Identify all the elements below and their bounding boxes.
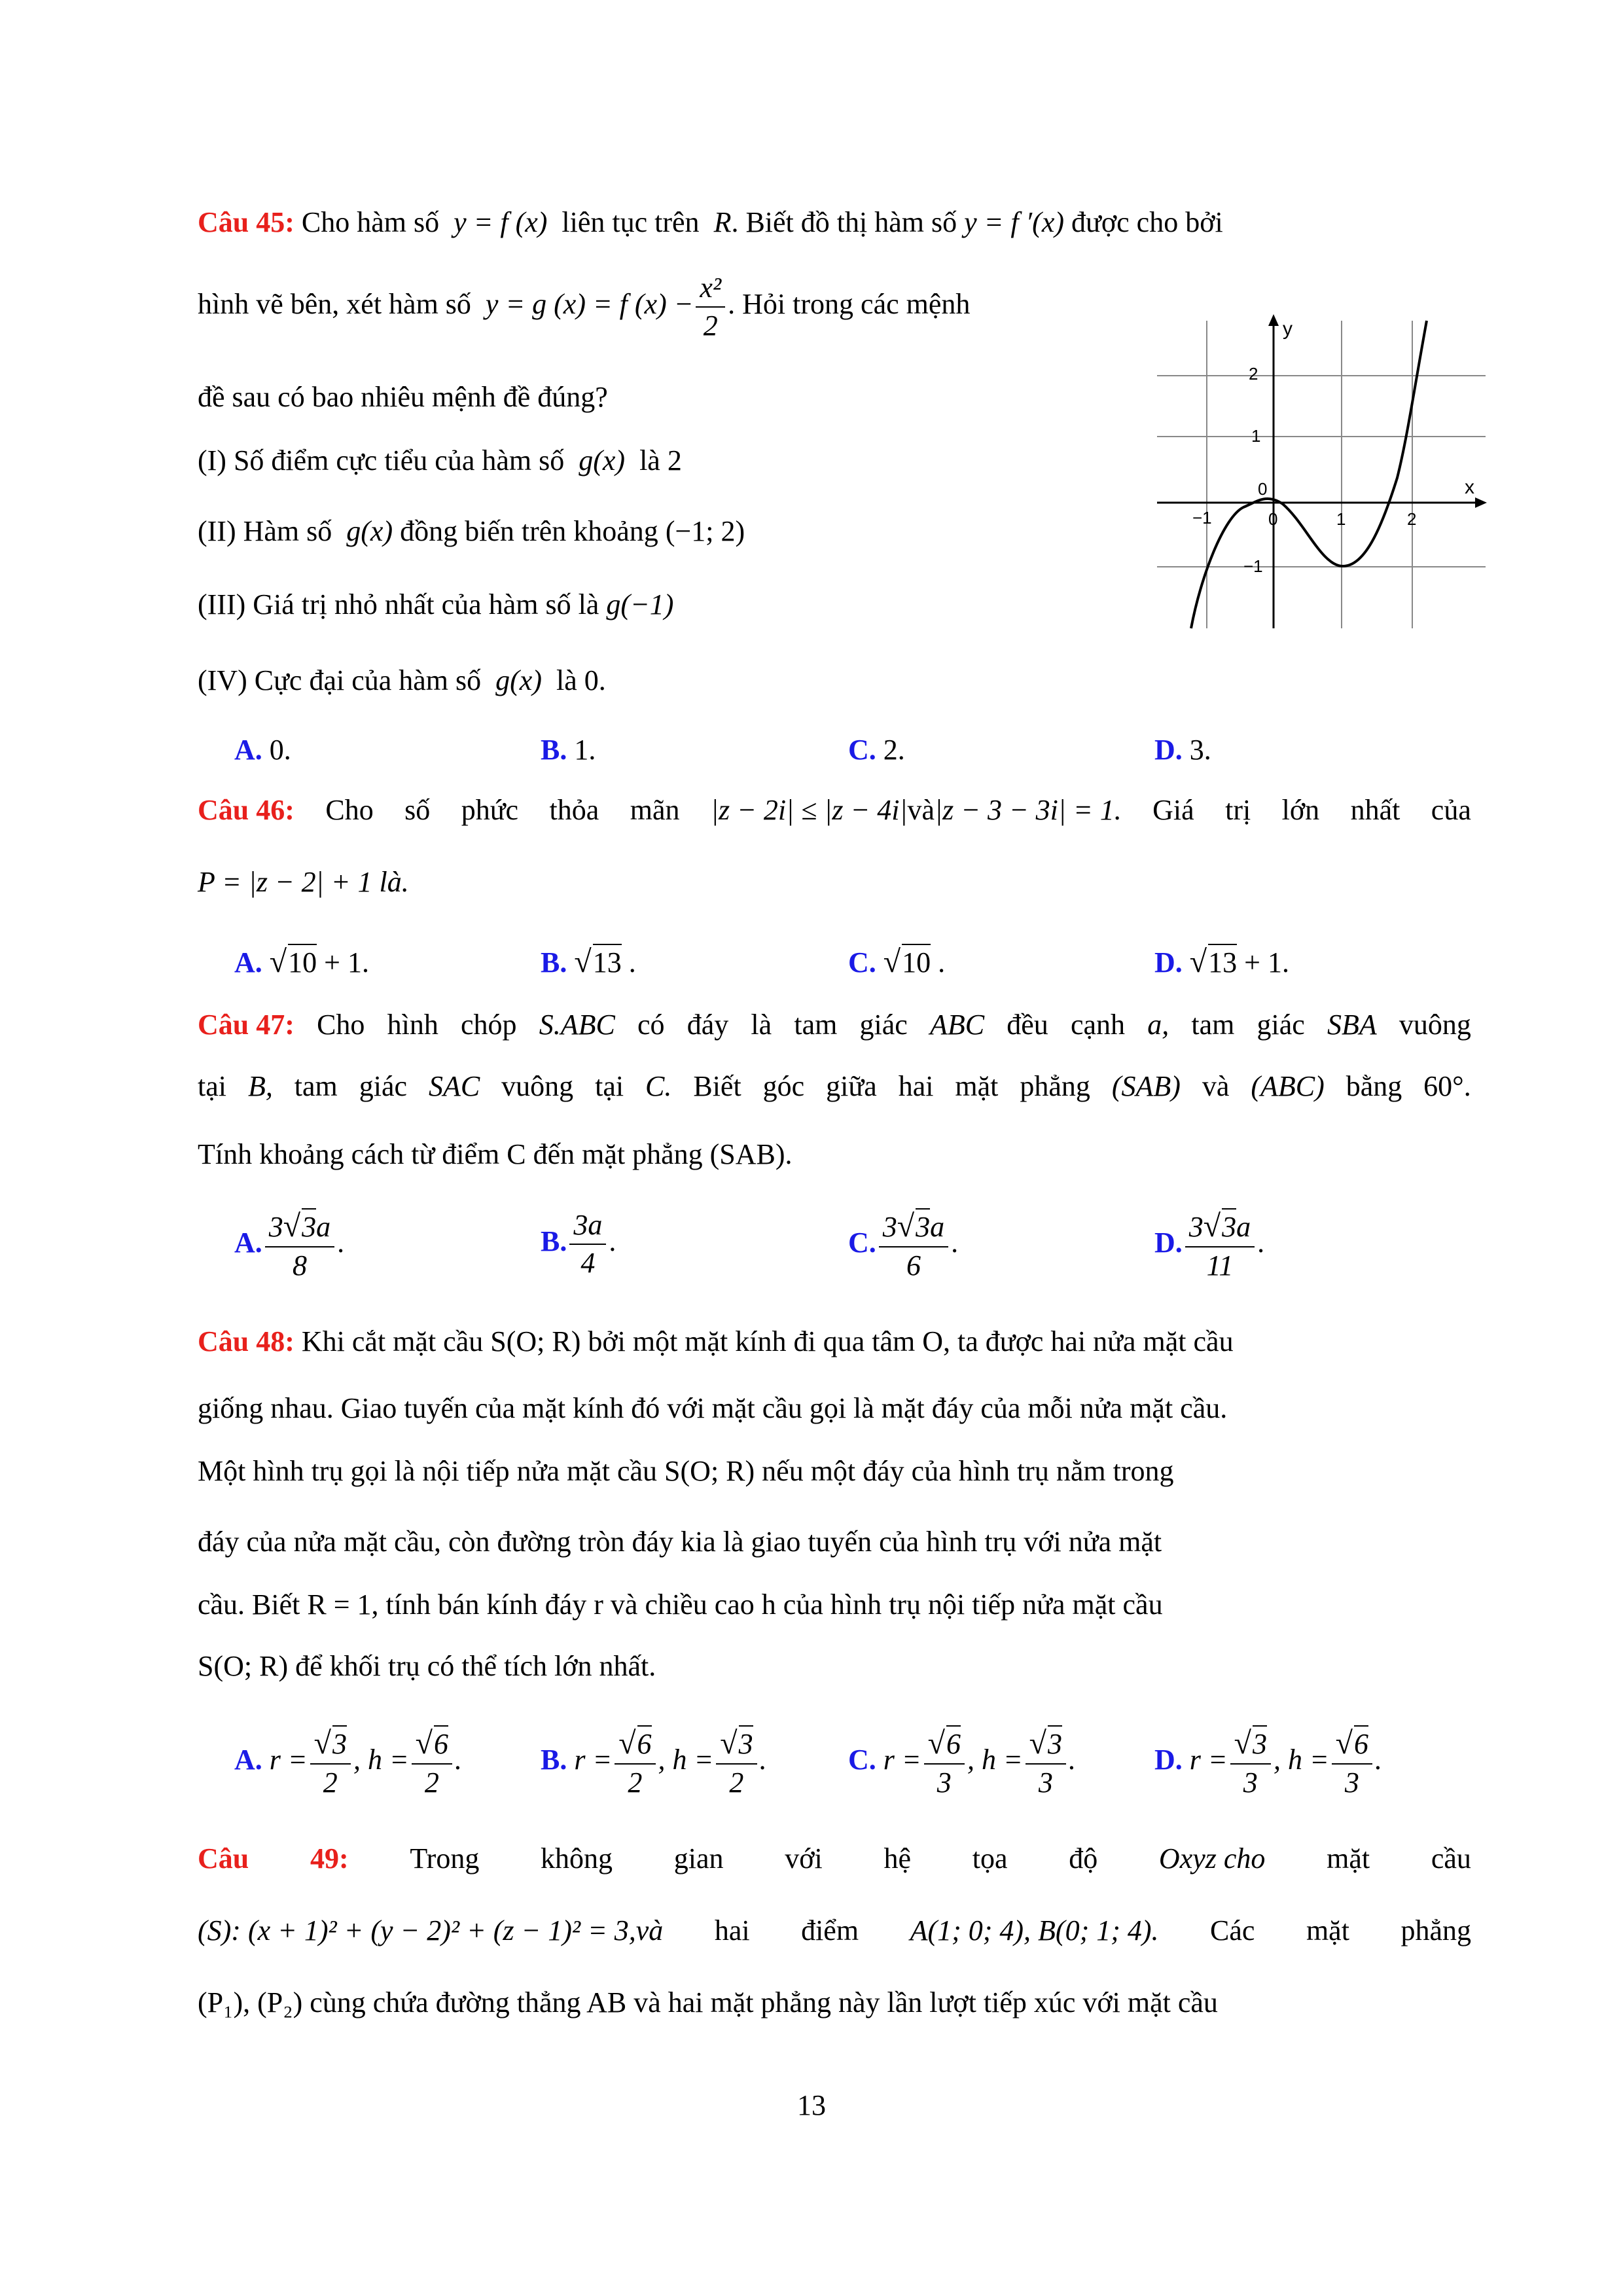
option-fraction: $\frac{3√3a}{11}$ (1185, 1211, 1255, 1280)
page-number: 13 (797, 2089, 826, 2121)
q49-word: mặt (1306, 1914, 1349, 1946)
q45-text: liên tục trên (562, 206, 700, 238)
q46-word: thỏa (549, 794, 599, 826)
q47-word: SAC (428, 1070, 480, 1102)
q46-option-a[interactable] (234, 946, 369, 978)
q48-line3: Một hình trụ gọi là nội tiếp nửa mặt cầu S(O; R) nếu một đáy của hình trụ nằm trong (198, 1455, 1174, 1487)
q45-option-d[interactable] (1154, 736, 1211, 764)
q46-line1 (198, 796, 1471, 825)
q49-word: hệ (883, 1842, 911, 1874)
option-letter: B. (541, 946, 567, 978)
q45-text: (IV) Cực đại của hàm số (198, 664, 482, 696)
q47-word: (ABC) (1251, 1070, 1325, 1102)
q45-text: (I) Số điểm cực tiểu của hàm số (198, 444, 565, 476)
option-text: + 1. (317, 946, 369, 978)
q47-word: B, (247, 1070, 273, 1102)
q45-text: là 0. (556, 664, 606, 696)
q47-line1 (198, 1011, 1471, 1039)
q45-text: (III) Giá trị nhỏ nhất của hàm số là (198, 588, 599, 620)
q45-statement-2 (198, 517, 745, 546)
option-letter: D. (1154, 734, 1183, 766)
q47-word: vuông (1399, 1009, 1471, 1041)
q46-option-c[interactable] (848, 946, 945, 978)
q45-line1 (198, 208, 1223, 237)
q49-label: 49: (310, 1842, 349, 1874)
q46-option-b[interactable] (541, 946, 636, 978)
q49-word: với (785, 1842, 823, 1874)
q49-line3: (P₁), (P₂) cùng chứa đường thẳng AB và hai mặt phẳng này lần lượt tiếp xúc với mặt cầu (198, 1986, 1218, 2018)
q46-condition-2: |z − 3 − 3i| = 1. (935, 794, 1122, 826)
q45-statement-3 (198, 590, 673, 619)
q47-label: Câu 47: (198, 1009, 294, 1041)
q46-word: Giá (1152, 794, 1194, 826)
tick-label: 0 (1268, 509, 1278, 529)
y-axis-label: y (1283, 318, 1293, 340)
q46-condition-1: |z − 2i| ≤ |z − 4i| (710, 794, 908, 826)
q48-option-d[interactable]: D. r = $\frac{√3}{3}$ , h = $\frac{√6}{3}$ . (1154, 1726, 1382, 1799)
option-letter: D. (1154, 1227, 1183, 1259)
q47-word: tại (595, 1070, 624, 1102)
q47-word: đáy (687, 1009, 729, 1041)
q49-sphere-equation: (S): (x + 1)² + (y − 2)² + (z − 1)² = 3,và (198, 1914, 664, 1946)
sqrt-symbol: √ (1189, 944, 1207, 979)
q46-word: trị (1225, 794, 1251, 826)
q46-word: số (404, 794, 431, 826)
q49-word: điểm (801, 1914, 859, 1946)
q49-word: gian (673, 1842, 724, 1874)
q47-word: và (1202, 1070, 1230, 1102)
tick-label: 1 (1251, 426, 1261, 446)
q49-word: Oxyz cho (1158, 1842, 1266, 1874)
q45-text: . Biết đồ thị hàm số (731, 206, 957, 238)
tick-label: 2 (1407, 509, 1417, 529)
q49-line1 (198, 1844, 1471, 1873)
option-letter: A. (234, 1227, 262, 1259)
q47-word: là (751, 1009, 772, 1041)
option-fraction: $\frac{3√3a}{8}$ (265, 1211, 334, 1280)
q47-word: (SAB) (1111, 1070, 1181, 1102)
q49-line2 (198, 1916, 1471, 1945)
q45-line2 (198, 274, 970, 340)
q46-label: Câu 46: (198, 794, 294, 826)
q46-word: phức (461, 794, 519, 826)
q47-word: chóp (461, 1009, 517, 1041)
option-text: . (621, 946, 636, 978)
q49-word: Các (1210, 1914, 1255, 1946)
q47-word: bằng (1346, 1070, 1402, 1102)
sqrt-symbol: √ (883, 944, 901, 979)
q46-word: nhất (1350, 794, 1400, 826)
q45-text: . Hỏi trong các mệnh (728, 288, 971, 321)
option-letter: A. (234, 946, 262, 978)
q47-word: phẳng (1020, 1070, 1090, 1102)
sqrt-symbol: √ (574, 944, 592, 979)
y-axis-arrow (1268, 314, 1279, 326)
q49-word: Trong (410, 1842, 480, 1874)
q47-word: có (637, 1009, 665, 1041)
q47-word: ABC (929, 1009, 985, 1041)
q49-points: A(1; 0; 4), B(0; 1; 4). (910, 1914, 1159, 1946)
option-text: 2. (883, 734, 905, 766)
q45-text: (II) Hàm số (198, 515, 332, 547)
q47-word: cạnh (1070, 1009, 1126, 1041)
option-text: 0. (269, 734, 291, 766)
q47-word: 60°. (1423, 1070, 1471, 1102)
q45-text: là 2 (639, 444, 682, 476)
q45-formula: g(−1) (606, 588, 674, 620)
derivative-graph (1152, 308, 1492, 635)
q45-statement-1 (198, 446, 682, 475)
q47-word: hình (387, 1009, 438, 1041)
q47-word: Biết (693, 1070, 741, 1102)
tick-label: 1 (1336, 509, 1346, 529)
derivative-curve (1191, 321, 1427, 628)
q48-label: Câu 48: (198, 1325, 294, 1357)
q47-word: tại (198, 1070, 226, 1102)
q45-formula: y = g (x) = f (x) − (478, 288, 694, 321)
q48-option-c[interactable]: C. r = $\frac{√6}{3}$ , h = $\frac{√3}{3}$ . (848, 1726, 1076, 1799)
q48-option-b[interactable]: B. r = $\frac{√6}{2}$ , h = $\frac{√3}{2}$ . (541, 1726, 767, 1799)
q46-line2: P = |z − 2| + 1 là. (198, 866, 409, 898)
q49-word: tọa (972, 1842, 1008, 1874)
tick-label: −1 (1243, 556, 1263, 576)
q49-word: mặt (1327, 1842, 1370, 1874)
q45-formula: y = f ′(x) (964, 206, 1065, 238)
tick-label: 2 (1249, 364, 1258, 384)
option-value: 10 (902, 944, 931, 978)
x-axis-arrow (1475, 497, 1487, 508)
q47-word: giác (359, 1070, 408, 1102)
q48-option-a[interactable]: A. r = $\frac{√3}{2}$ , h = $\frac{√6}{2}$ . (234, 1726, 462, 1799)
option-letter: C. (848, 734, 876, 766)
q47-word: vuông (501, 1070, 574, 1102)
q47-word: S.ABC (539, 1009, 615, 1041)
q45-option-a[interactable] (234, 736, 291, 764)
q45-text: đồng biến trên khoảng (400, 515, 658, 547)
q45-text: Cho hàm số (301, 206, 440, 238)
q49-label: Câu (198, 1842, 249, 1874)
q47-word: SBA (1327, 1009, 1377, 1041)
option-text: + 1. (1237, 946, 1289, 978)
q45-interval: (−1; 2) (665, 515, 745, 547)
sqrt-symbol: √ (269, 944, 287, 979)
option-value: 13 (1208, 944, 1237, 978)
q47-word: góc (762, 1070, 805, 1102)
q47-option-d[interactable]: D. $\frac{3√3a}{11}$ . (1154, 1209, 1265, 1282)
q46-word: và (907, 794, 935, 826)
option-letter: C. (848, 1744, 876, 1776)
q48-text: Khi cắt mặt cầu S(O; R) bởi một mặt kính đi qua tâm O, ta được hai nửa mặt cầu (301, 1325, 1234, 1357)
option-letter: A. (234, 734, 262, 766)
q49-word: cầu (1431, 1842, 1471, 1874)
q45-formula: g(x) (571, 444, 633, 476)
option-fraction: $\frac{3a}{4}$ (569, 1211, 606, 1278)
q46-word: mãn (630, 794, 680, 826)
q47-word: giác (1257, 1009, 1305, 1041)
q47-word: a, (1147, 1009, 1169, 1041)
q47-line3: Tính khoảng cách từ điểm C đến mặt phẳng (SAB). (198, 1138, 793, 1170)
q46-word: của (1431, 794, 1471, 826)
graph-axes (1157, 322, 1479, 628)
tick-label: 0 (1258, 479, 1268, 499)
option-letter: D. (1154, 946, 1183, 978)
q48-line6: S(O; R) để khối trụ có thể tích lớn nhất. (198, 1650, 656, 1682)
q48-line5: cầu. Biết R = 1, tính bán kính đáy r và chiều cao h của hình trụ nội tiếp nửa mặt cầu (198, 1588, 1163, 1621)
q45-text: hình vẽ bên, xét hàm số (198, 288, 471, 321)
q47-option-c[interactable]: C. $\frac{3√3a}{6}$ . (848, 1209, 959, 1282)
q46-word: lớn (1281, 794, 1320, 826)
q45-formula: R (706, 206, 732, 238)
option-letter: C. (848, 1227, 876, 1259)
option-letter: B. (541, 1225, 567, 1258)
option-letter: D. (1154, 1744, 1183, 1776)
option-value: 10 (288, 944, 317, 978)
q49-word: phẳng (1400, 1914, 1471, 1946)
q45-option-c[interactable] (848, 736, 905, 764)
q45-formula: g(x) (488, 664, 549, 696)
q47-word: tam (294, 1070, 338, 1102)
q46-word: Cho (325, 794, 374, 826)
tick-label: −1 (1192, 508, 1212, 528)
q45-formula: g(x) (339, 515, 393, 547)
q49-word: không (541, 1842, 613, 1874)
option-text: 3. (1189, 734, 1211, 766)
q45-text: được cho bởi (1071, 206, 1223, 238)
q45-statement-4 (198, 666, 606, 695)
q47-word: giác (859, 1009, 908, 1041)
q47-option-a[interactable]: A. $\frac{3√3a}{8}$ . (234, 1209, 345, 1282)
q45-line3: đề sau có bao nhiêu mệnh đề đúng? (198, 381, 608, 413)
q46-option-d[interactable] (1154, 946, 1289, 978)
option-text: 1. (574, 734, 596, 766)
q49-word: hai (714, 1914, 750, 1946)
q49-word: độ (1069, 1842, 1098, 1874)
option-letter: B. (541, 1744, 567, 1776)
q45-formula: y = f (x) (446, 206, 555, 238)
option-letter: C. (848, 946, 876, 978)
q45-label: Câu 45: (198, 206, 294, 238)
q47-option-b[interactable]: B. $\frac{3a}{4}$ . (541, 1209, 616, 1279)
q47-word: Cho (317, 1009, 365, 1041)
q45-fraction: $\frac{\text{x²}}{2}$ (696, 274, 725, 340)
q47-word: hai (898, 1070, 934, 1102)
q48-line1 (198, 1327, 1234, 1356)
q47-word: C. (645, 1070, 672, 1102)
q47-line2 (198, 1072, 1471, 1101)
option-text: . (931, 946, 946, 978)
option-letter: A. (234, 1744, 262, 1776)
q47-word: đều (1007, 1009, 1048, 1041)
q47-word: tam (1191, 1009, 1235, 1041)
q45-option-b[interactable] (541, 736, 596, 764)
q47-word: tam (794, 1009, 838, 1041)
graph-grid (1157, 321, 1486, 628)
q47-word: giữa (826, 1070, 877, 1102)
q48-line2: giống nhau. Giao tuyến của mặt kính đó với mặt cầu gọi là mặt đáy của mỗi nửa mặt cầu. (198, 1392, 1228, 1424)
option-letter: B. (541, 734, 567, 766)
option-fraction: $\frac{3√3a}{6}$ (879, 1211, 948, 1280)
q48-line4: đáy của nửa mặt cầu, còn đường tròn đáy kia là giao tuyến của hình trụ với nửa mặt (198, 1526, 1162, 1558)
option-value: 13 (593, 944, 622, 978)
q47-word: mặt (955, 1070, 999, 1102)
x-axis-label: x (1465, 476, 1474, 498)
